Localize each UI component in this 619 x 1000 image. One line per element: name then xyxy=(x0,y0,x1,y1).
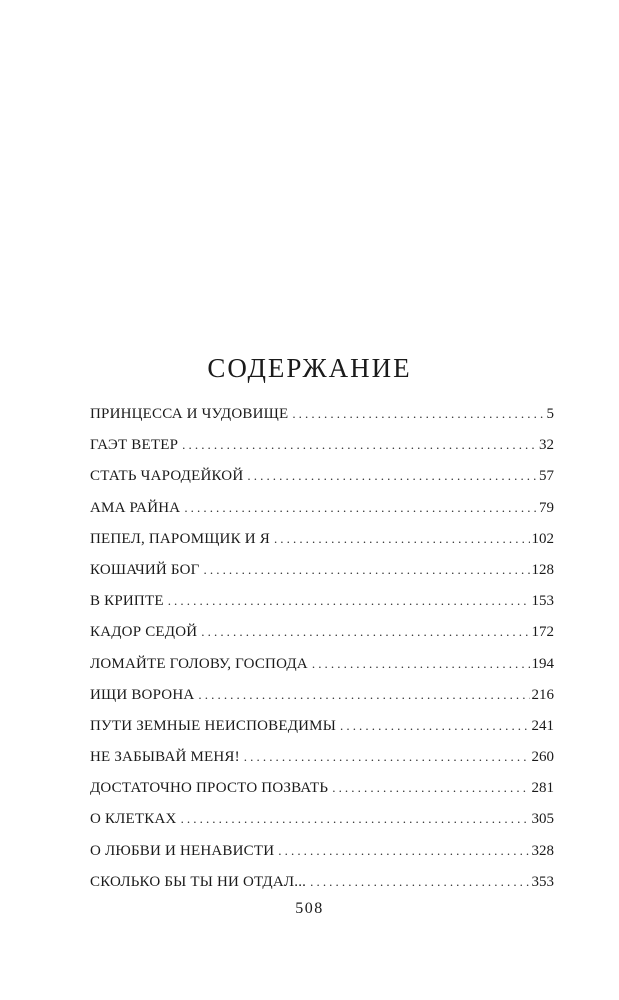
toc-entry[interactable] xyxy=(90,492,554,523)
toc-entry-title: НЕ ЗАБЫВАЙ МЕНЯ! xyxy=(90,749,240,766)
toc-entry-title: ЛОМАЙТЕ ГОЛОВУ, ГОСПОДА xyxy=(90,655,308,672)
toc-entry-page: 172 xyxy=(531,624,554,641)
toc-entry-page: 216 xyxy=(531,686,554,703)
toc-entry-page: 328 xyxy=(531,842,554,859)
toc-entry[interactable] xyxy=(90,866,554,897)
toc-entry[interactable] xyxy=(90,803,554,834)
toc-entry-page: 153 xyxy=(531,593,554,610)
dot-leader xyxy=(278,835,529,866)
dot-leader xyxy=(201,616,529,647)
toc-entry-title: ПРИНЦЕССА И ЧУДОВИЩЕ xyxy=(90,406,289,422)
toc-entry[interactable] xyxy=(90,429,554,460)
toc-entry[interactable] xyxy=(90,523,554,554)
toc-entry[interactable] xyxy=(90,398,554,429)
toc-entry-title: СКОЛЬКО БЫ ТЫ НИ ОТДАЛ... xyxy=(90,873,307,890)
toc-entry[interactable] xyxy=(90,585,554,616)
toc-entry-page: 32 xyxy=(539,437,554,454)
toc-entry-page: 57 xyxy=(539,468,554,485)
toc-entry[interactable] xyxy=(90,648,554,679)
toc-entry[interactable] xyxy=(90,741,554,772)
dot-leader xyxy=(198,679,529,710)
page-number: 508 xyxy=(295,900,324,917)
toc-entry-page: 260 xyxy=(531,749,554,766)
dot-leader xyxy=(332,772,529,803)
toc-entry-title: ПУТИ ЗЕМНЫЕ НЕИСПОВЕДИМЫ xyxy=(90,717,336,734)
toc-entry-page: 305 xyxy=(531,811,554,828)
toc-entry-page: 281 xyxy=(531,780,554,797)
toc-entry-page: 353 xyxy=(531,873,554,890)
toc-entry-title: АМА РАЙНА xyxy=(90,499,181,516)
dot-leader xyxy=(310,866,529,897)
dot-leader xyxy=(168,585,530,616)
toc-entry-title: ПЕПЕЛ, ПАРОМЩИК И Я xyxy=(90,530,270,547)
dot-leader xyxy=(340,710,530,741)
dot-leader xyxy=(312,648,530,679)
toc-entry-title: ИЩИ ВОРОНА xyxy=(90,686,195,703)
toc-entry-title: КАДОР СЕДОЙ xyxy=(90,624,198,641)
dot-leader xyxy=(292,398,544,429)
toc-entry-page: 128 xyxy=(531,561,554,578)
toc-entry-title: ДОСТАТОЧНО ПРОСТО ПОЗВАТЬ xyxy=(90,780,329,797)
toc-entry[interactable] xyxy=(90,772,554,803)
toc-entry-page: 5 xyxy=(546,406,554,422)
dot-leader xyxy=(244,741,530,772)
table-of-contents xyxy=(90,398,554,897)
toc-entry-page: 102 xyxy=(531,530,554,547)
toc-entry-title: О ЛЮБВИ И НЕНАВИСТИ xyxy=(90,842,275,859)
toc-entry[interactable] xyxy=(90,554,554,585)
dot-leader xyxy=(184,492,537,523)
toc-entry-page: 79 xyxy=(539,499,554,516)
toc-entry[interactable] xyxy=(90,616,554,647)
toc-entry-title: В КРИПТЕ xyxy=(90,593,164,610)
toc-entry[interactable] xyxy=(90,460,554,491)
dot-leader xyxy=(247,460,537,491)
toc-entry[interactable] xyxy=(90,710,554,741)
toc-entry-page: 194 xyxy=(531,655,554,672)
toc-entry-title: СТАТЬ ЧАРОДЕЙКОЙ xyxy=(90,468,244,485)
page-title: СОДЕРЖАНИЕ xyxy=(207,353,412,383)
dot-leader xyxy=(204,554,530,585)
toc-entry[interactable] xyxy=(90,835,554,866)
dot-leader xyxy=(182,429,537,460)
toc-entry[interactable] xyxy=(90,679,554,710)
toc-entry-title: О КЛЕТКАХ xyxy=(90,811,177,828)
dot-leader xyxy=(274,523,530,554)
toc-entry-title: ГАЭТ ВЕТЕР xyxy=(90,437,179,454)
toc-entry-page: 241 xyxy=(531,717,554,734)
toc-entry-title: КОШАЧИЙ БОГ xyxy=(90,561,200,578)
dot-leader xyxy=(181,803,530,834)
